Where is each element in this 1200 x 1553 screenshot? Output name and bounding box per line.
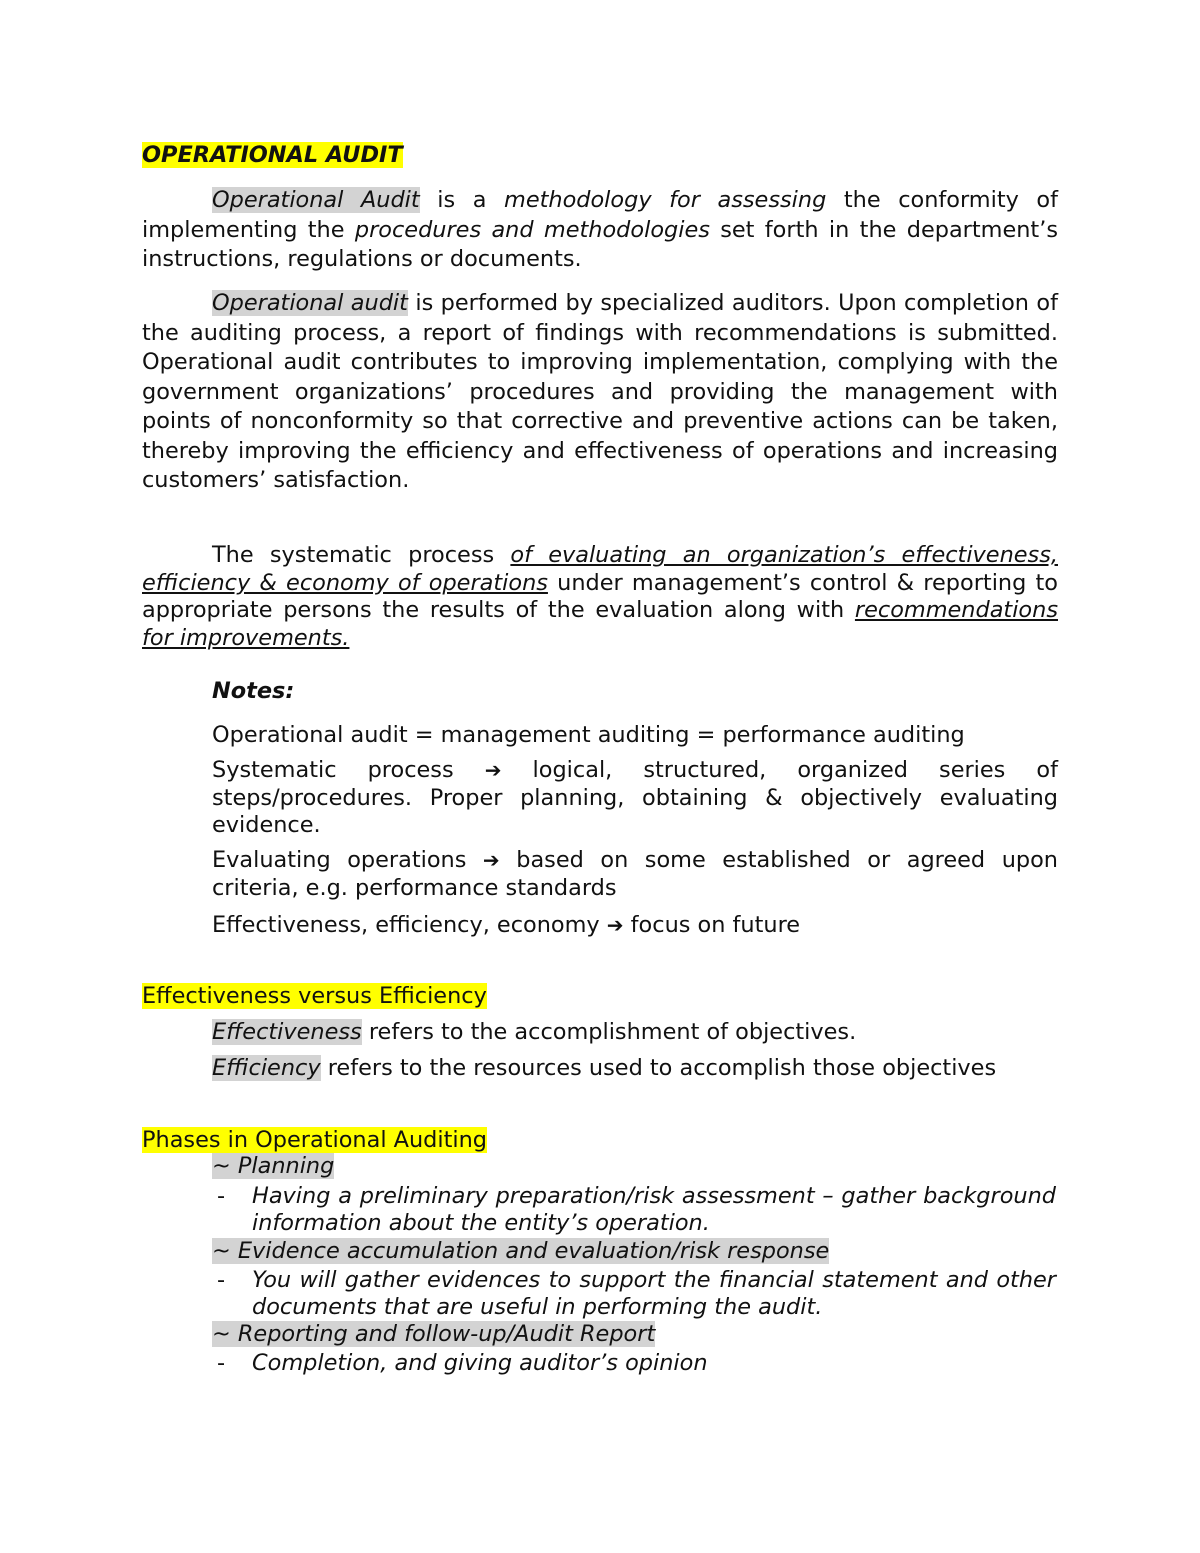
section-heading-phases: Phases in Operational Auditing xyxy=(142,1127,487,1153)
bullet-dash: - xyxy=(217,1267,226,1293)
phase-description: Having a preliminary preparation/risk assessment – gather background information about the entity’s operation. xyxy=(252,1183,1056,1236)
phase-description: You will gather evidences to support the financial statement and other documents that are useful in performing the audit. xyxy=(252,1267,1056,1320)
term-operational-audit-2: Operational audit xyxy=(212,290,408,316)
efficiency-line: Efficiency refers to the resources used to accomplish those objectives xyxy=(212,1055,997,1081)
phase-title: ~ Planning xyxy=(212,1153,335,1179)
section-heading-row xyxy=(142,1125,1058,1155)
phase-title: ~ Reporting and follow-up/Audit Report xyxy=(212,1321,656,1347)
term-efficiency: Efficiency xyxy=(212,1055,321,1081)
phase-title: ~ Evidence accumulation and evaluation/risk response xyxy=(212,1238,830,1264)
notes-heading-row xyxy=(212,676,1058,706)
section-heading-effectiveness-efficiency: Effectiveness versus Efficiency xyxy=(142,983,487,1009)
paragraph-systematic-process: The systematic process of evaluating an organization’s effectiveness, efficiency & economy of operations under management’s control & reporting to appropriate persons the results of the evaluation along with recommendations for improvements. xyxy=(142,542,1058,651)
paragraph-performed: Operational audit is performed by specialized auditors. Upon completion of the auditing process, a report of findings with recommendations is submitted. Operational audit contributes to improving implementation, complying with the government organizations’ procedures and providing the management with points of nonconformity so that corrective and preventive actions can be taken, thereby improving the efficiency and effectiveness of operations and increasing customers’ satisfaction. xyxy=(142,290,1058,493)
phase-description: Completion, and giving auditor’s opinion xyxy=(252,1350,708,1376)
note-line-4: Effectiveness, efficiency, economy ➔ focus on future xyxy=(212,912,801,938)
note-line-3: Evaluating operations ➔ based on some established or agreed upon criteria, e.g. performance standards xyxy=(212,847,1058,901)
arrow-right-icon: ➔ xyxy=(482,848,500,872)
arrow-right-icon: ➔ xyxy=(606,913,624,937)
note-line-1: Operational audit = management auditing = performance auditing xyxy=(212,722,965,748)
term-effectiveness: Effectiveness xyxy=(212,1019,362,1045)
page-title: OPERATIONAL AUDIT xyxy=(142,142,403,168)
note-line-2: Systematic process ➔ logical, structured, organized series of steps/procedures. Proper planning, obtaining & objectively evaluating evidence. xyxy=(212,757,1058,838)
bullet-dash: - xyxy=(217,1183,226,1209)
notes-heading: Notes: xyxy=(212,678,295,704)
paragraph-definition: Operational Audit is a methodology for assessing the conformity of implementing the procedures and methodologies set forth in the department’s instructions, regulations or documents. xyxy=(142,187,1059,272)
effectiveness-line: Effectiveness refers to the accomplishment of objectives. xyxy=(212,1019,857,1045)
term-operational-audit: Operational Audit xyxy=(212,187,420,213)
section-heading-row xyxy=(142,981,1058,1011)
title-row xyxy=(142,140,1058,170)
bullet-dash: - xyxy=(217,1350,226,1376)
arrow-right-icon: ➔ xyxy=(484,758,502,782)
